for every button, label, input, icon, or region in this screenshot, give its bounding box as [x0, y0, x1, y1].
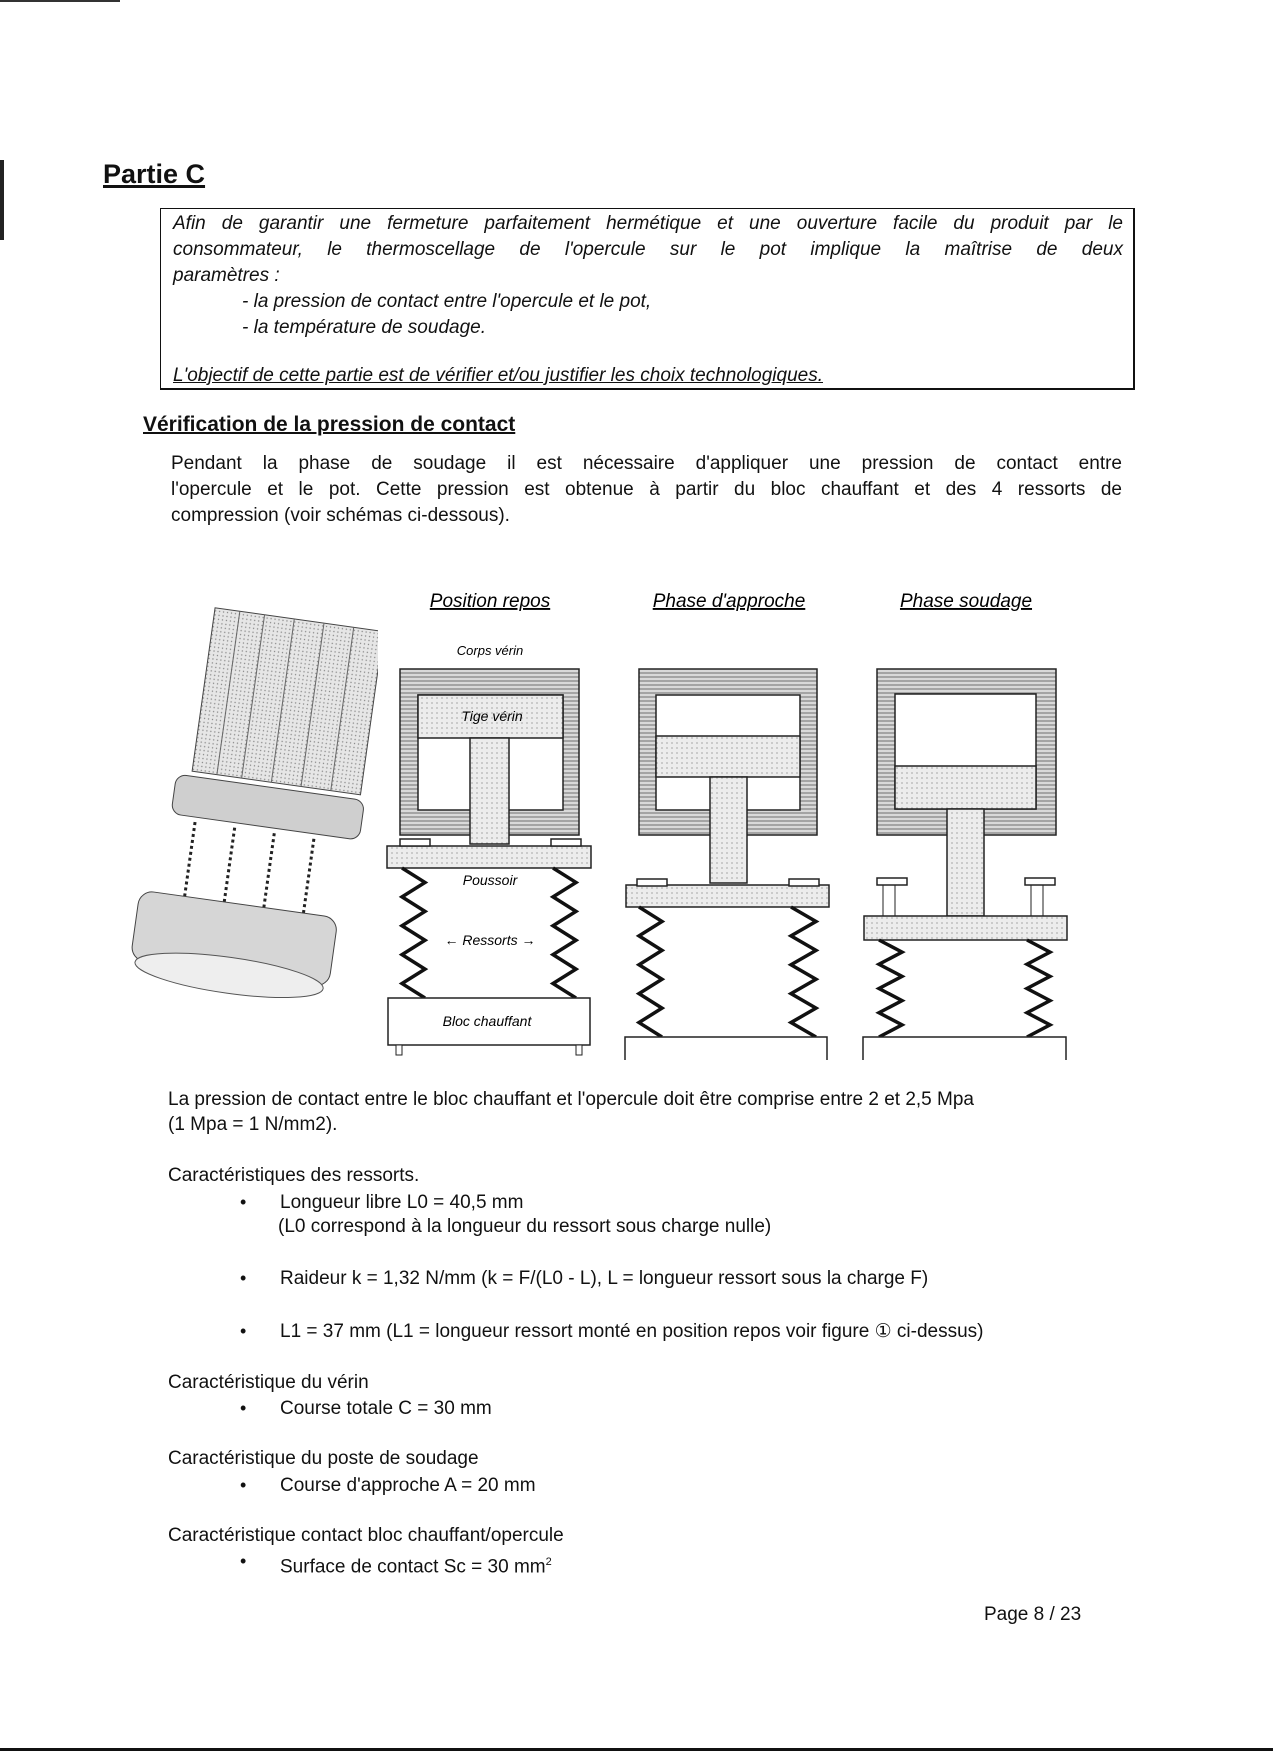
intro-item: - la pression de contact entre l'opercule et le pot, — [242, 291, 652, 312]
bullet: • — [240, 1398, 247, 1418]
intro-line: paramètres : — [173, 265, 280, 286]
figure-title-1: Position repos — [429, 591, 551, 612]
verin-item: Course totale C = 30 mm — [280, 1398, 492, 1419]
heating-block — [625, 1037, 827, 1060]
bullet: • — [240, 1268, 247, 1288]
figure-title-2: Phase d'approche — [652, 591, 806, 612]
bullet: • — [240, 1551, 247, 1571]
label-corps-verin: Corps vérin — [456, 643, 524, 658]
paragraph-line: Pendant la phase de soudage il est nécessaire d'appliquer une pression de contact entre — [171, 453, 1122, 474]
verin-title: Caractéristique du vérin — [168, 1372, 369, 1393]
cylinder-body — [192, 608, 378, 795]
piston — [656, 736, 800, 777]
bullet: • — [240, 1192, 247, 1212]
springs-title: Caractéristiques des ressorts. — [168, 1165, 420, 1186]
contact-item-exponent: 2 — [545, 1556, 552, 1568]
intro-line: Afin de garantir une fermeture parfaitement hermétique et une ouverture facile du produit par le — [173, 213, 1123, 234]
section-heading: Vérification de la pression de contact — [143, 413, 516, 436]
page-number: Page 8 / 23 — [984, 1604, 1082, 1625]
spring — [791, 907, 816, 1037]
pusher-plate — [864, 916, 1067, 940]
spring-cap — [551, 839, 581, 846]
spring-item: Raideur k = 1,32 N/mm (k = F/(L0 - L), L = longueur ressort sous la charge F) — [280, 1268, 929, 1289]
spring — [402, 868, 425, 998]
heating-block-foot — [576, 1045, 582, 1055]
label-bloc-chauffant: Bloc chauffant — [442, 1013, 532, 1029]
pusher-plate — [626, 885, 829, 907]
spring-item: L1 = 37 mm (L1 = longueur ressort monté en position repos voir figure ① ci-dessus) — [280, 1321, 984, 1342]
label-tige-verin: Tige vérin — [461, 708, 523, 724]
pressure-text: La pression de contact entre le bloc chauffant et l'opercule doit être comprise entre 2 et 2,5 Mpa — [168, 1089, 974, 1110]
scan-top-edge — [0, 0, 120, 2]
spring-cap — [1025, 878, 1055, 885]
figure-title-3: Phase soudage — [899, 591, 1033, 612]
paragraph-line: compression (voir schémas ci-dessous). — [171, 505, 510, 526]
paragraph-line: l'opercule et le pot. Cette pression est obtenue à partir du bloc chauffant et des 4 ressorts de — [171, 479, 1122, 500]
contact-title: Caractéristique contact bloc chauffant/opercule — [168, 1525, 564, 1546]
spring — [1027, 940, 1050, 1037]
bullet: • — [240, 1321, 247, 1341]
scan-bottom-edge — [0, 1748, 1273, 1751]
intro-item: - la température de soudage. — [242, 317, 486, 338]
spring-cap — [400, 839, 430, 846]
heating-block — [863, 1037, 1066, 1060]
spring — [879, 940, 902, 1037]
scan-left-mark — [0, 160, 4, 240]
spring — [639, 907, 662, 1037]
intro-line: consommateur, le thermoscellage de l'opercule sur le pot implique la maîtrise de deux — [173, 239, 1123, 260]
schematic-figures — [380, 580, 1080, 1060]
spring-item-note: (L0 correspond à la longueur du ressort sous charge nulle) — [278, 1216, 772, 1237]
intro-box — [160, 208, 1135, 390]
intro-objective: L'objectif de cette partie est de vérifier et/ou justifier les choix technologiques. — [173, 365, 823, 386]
piston — [895, 766, 1036, 809]
contact-item-text: Surface de contact Sc = 30 mm — [280, 1556, 546, 1578]
pressure-text: (1 Mpa = 1 N/mm2). — [168, 1114, 338, 1135]
spring-cap — [877, 878, 907, 885]
label-ressorts: ← Ressorts → — [444, 932, 536, 948]
part-title: Partie C — [103, 159, 206, 189]
spring-item: Longueur libre L0 = 40,5 mm — [280, 1192, 524, 1213]
poste-item: Course d'approche A = 20 mm — [280, 1475, 536, 1496]
bullet: • — [240, 1475, 247, 1495]
spring — [553, 868, 576, 998]
piston-rod — [710, 777, 747, 883]
label-poussoir: Poussoir — [462, 872, 518, 888]
contact-item — [280, 1551, 552, 1578]
poste-title: Caractéristique du poste de soudage — [168, 1448, 479, 1469]
piston-rod — [470, 738, 509, 844]
spring-cap — [637, 879, 667, 886]
piston-rod — [947, 809, 984, 916]
heating-block-foot — [396, 1045, 402, 1055]
jack-3d-illustration — [128, 605, 378, 1015]
spring-cap — [789, 879, 819, 886]
pusher-plate — [387, 846, 591, 868]
